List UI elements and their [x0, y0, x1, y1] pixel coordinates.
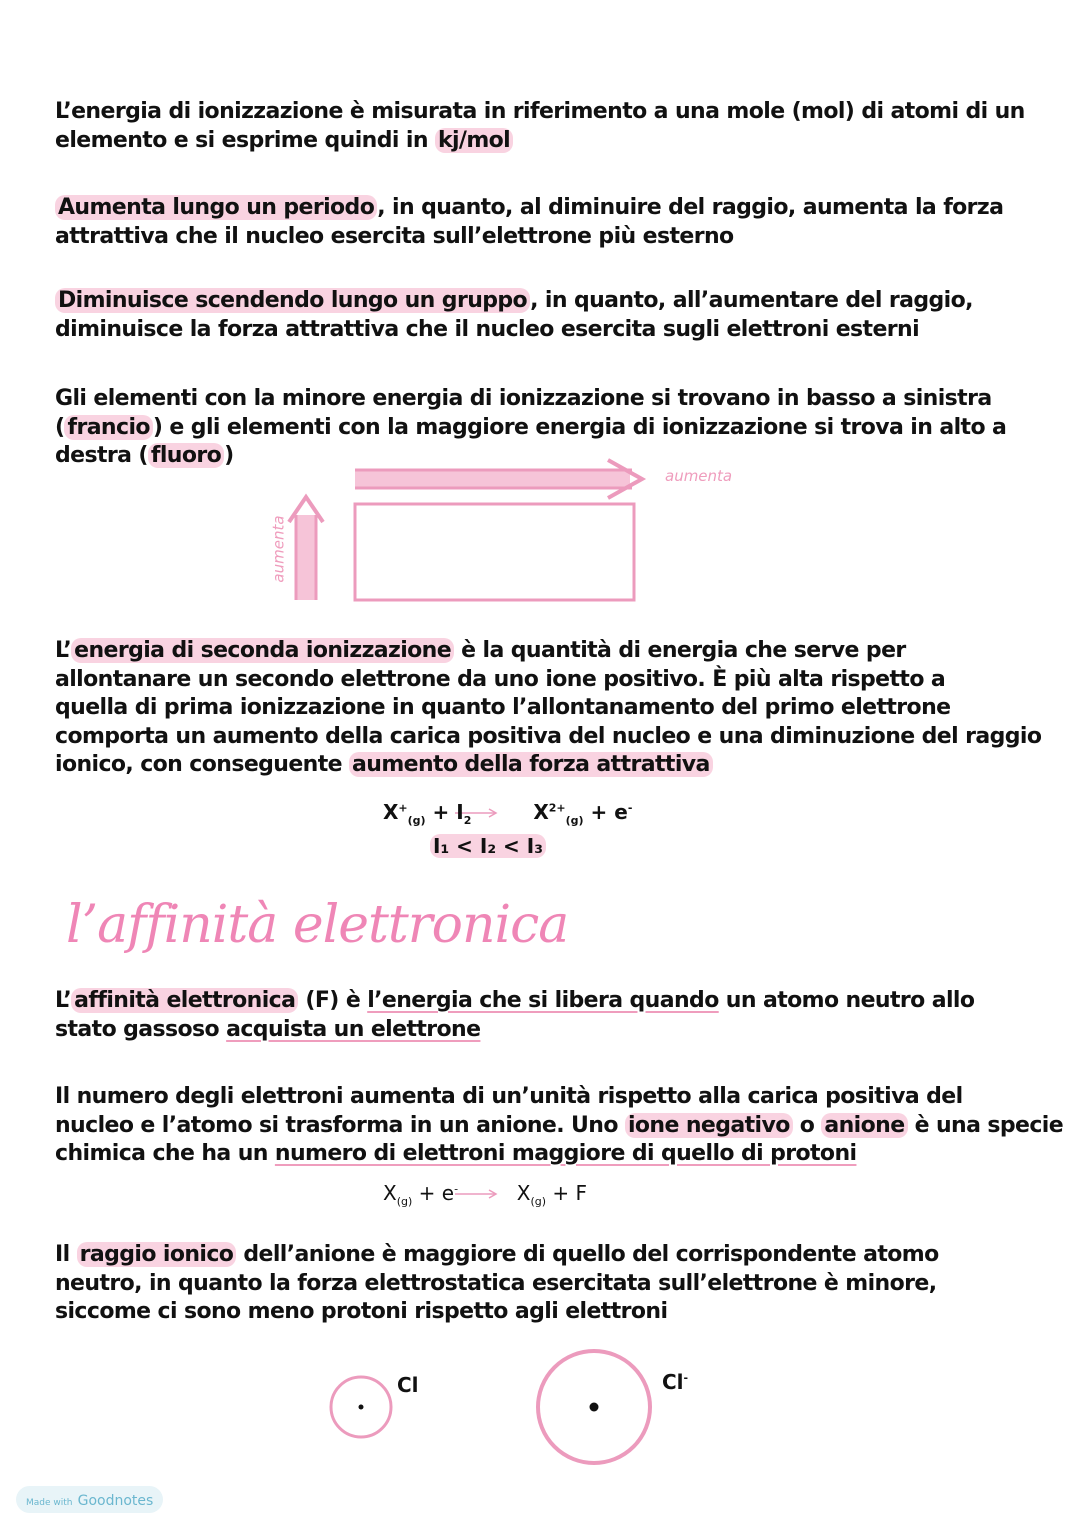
- text-segment: neutro, in quanto la forza elettrostatica esercitata sull’elettrone è minore,: [55, 1270, 937, 1296]
- text-segment: diminuisce la forza attrattiva che il nucleo esercita sugli elettroni esterni: [55, 316, 920, 342]
- vertical-arrow-shaft: [296, 515, 316, 600]
- text-segment: L’: [55, 988, 72, 1013]
- highlighted-text: Diminuisce scendendo lungo un gruppo: [55, 288, 530, 313]
- text-segment: dell’anione è maggiore di quello del corrispondente atomo: [236, 1242, 939, 1267]
- underlined-text: numero di elettroni maggiore di quello di protoni: [274, 1141, 857, 1166]
- text-segment: destra (: [55, 443, 148, 468]
- electron: + e: [590, 800, 628, 824]
- text-segment: Il numero degli elettroni aumenta di un’unità rispetto alla carica positiva del: [55, 1084, 963, 1109]
- electron-affinity-equation: [383, 1181, 587, 1208]
- chloride-label: [662, 1370, 688, 1394]
- text-segment: , in quanto, al diminuire del raggio, aumenta la forza: [377, 195, 1004, 220]
- species: X: [383, 800, 399, 824]
- underlined-text: acquista un elettrone: [226, 1016, 481, 1042]
- charge: -: [627, 801, 633, 815]
- text-segment: , in quanto, all’aumentare del raggio,: [530, 288, 973, 313]
- vertical-trend-label: aumenta: [269, 515, 288, 583]
- highlighted-text: aumento della forza attrattiva: [349, 752, 713, 777]
- highlighted-text: anione: [821, 1113, 907, 1138]
- second-ionization-equation: [383, 800, 632, 827]
- text-segment: allontanare un secondo elettrone da uno ione positivo. È più alta rispetto a: [55, 666, 946, 692]
- horizontal-trend-label: aumenta: [665, 467, 733, 485]
- section-title: l’affinità elettronica: [66, 895, 569, 955]
- text-segment: un atomo neutro allo: [718, 988, 975, 1013]
- text-segment: L’energia di ionizzazione è misurata in riferimento a una mole (mol) di atomi di un: [55, 99, 1025, 124]
- charge: 2+: [548, 801, 566, 815]
- highlighted-text: Aumenta lungo un periodo: [55, 195, 377, 220]
- state: (g): [530, 1195, 547, 1208]
- product: X: [516, 1181, 531, 1205]
- electron: + e: [418, 1181, 455, 1205]
- text-segment: elemento e si esprime quindi in: [55, 127, 435, 153]
- highlighted-text: francio: [64, 415, 152, 440]
- text-segment: siccome ci sono meno protoni rispetto agli elettroni: [55, 1299, 668, 1324]
- text-segment: ): [224, 443, 234, 468]
- plus-term: + I: [432, 800, 464, 824]
- highlighted-text: affinità elettronica: [71, 988, 298, 1013]
- text-segment: attrattiva che il nucleo esercita sull’elettrone più esterno: [55, 223, 734, 249]
- text-segment: è la quantità di energia che serve per: [454, 638, 906, 663]
- text-segment: (: [55, 414, 65, 440]
- state: (g): [407, 814, 426, 827]
- text-segment: stato gassoso: [55, 1016, 227, 1042]
- highlighted-text: raggio ionico: [77, 1242, 237, 1267]
- text-segment: o: [792, 1112, 822, 1138]
- state: (g): [565, 814, 584, 827]
- text-segment: è una specie: [907, 1112, 1064, 1138]
- text-segment: comporta un aumento della carica positiva del nucleo e una diminuzione del raggio: [55, 723, 1042, 749]
- underlined-text: l’energia che si libera quando: [367, 988, 719, 1013]
- state: (g): [396, 1195, 413, 1208]
- goodnotes-badge[interactable]: [16, 1486, 163, 1513]
- horizontal-arrow-shaft: [355, 470, 630, 488]
- text-segment: quella di prima ionizzazione in quanto l’allontanamento del primo elettrone: [55, 695, 951, 720]
- text-segment: (F) è: [298, 988, 368, 1013]
- brand-text: Goodnotes: [77, 1493, 154, 1509]
- energy-term: + F: [552, 1181, 588, 1205]
- highlighted-text: kj/mol: [435, 128, 513, 153]
- product: X: [533, 800, 549, 824]
- ionization-inequality: I₁ < I₂ < I₃: [430, 834, 546, 858]
- highlighted-text: ione negativo: [625, 1113, 793, 1138]
- text-segment: nucleo e l’atomo si trasforma in un anione. Uno: [55, 1112, 625, 1138]
- highlighted-text: energia di seconda ionizzazione: [71, 638, 454, 663]
- text-segment: Il: [55, 1242, 77, 1267]
- charge: +: [398, 801, 408, 815]
- text-segment: chimica che ha un: [55, 1141, 275, 1166]
- chlorine-label: Cl: [397, 1373, 419, 1397]
- text-segment: L’: [55, 638, 72, 663]
- periodic-table-box: [355, 504, 634, 600]
- highlighted-text: fluoro: [148, 443, 224, 468]
- charge: -: [683, 1371, 689, 1385]
- subscript: 2: [463, 814, 472, 827]
- text-segment: ionico, con conseguente: [55, 752, 350, 777]
- symbol: Cl: [662, 1370, 684, 1394]
- charge: -: [454, 1182, 459, 1196]
- species: X: [383, 1181, 397, 1205]
- text-segment: Gli elementi con la minore energia di ionizzazione si trovano in basso a sinistra: [55, 386, 992, 411]
- text-segment: ) e gli elementi con la maggiore energia di ionizzazione si trova in alto a: [152, 414, 1007, 440]
- made-with-text: Made with: [26, 1498, 73, 1508]
